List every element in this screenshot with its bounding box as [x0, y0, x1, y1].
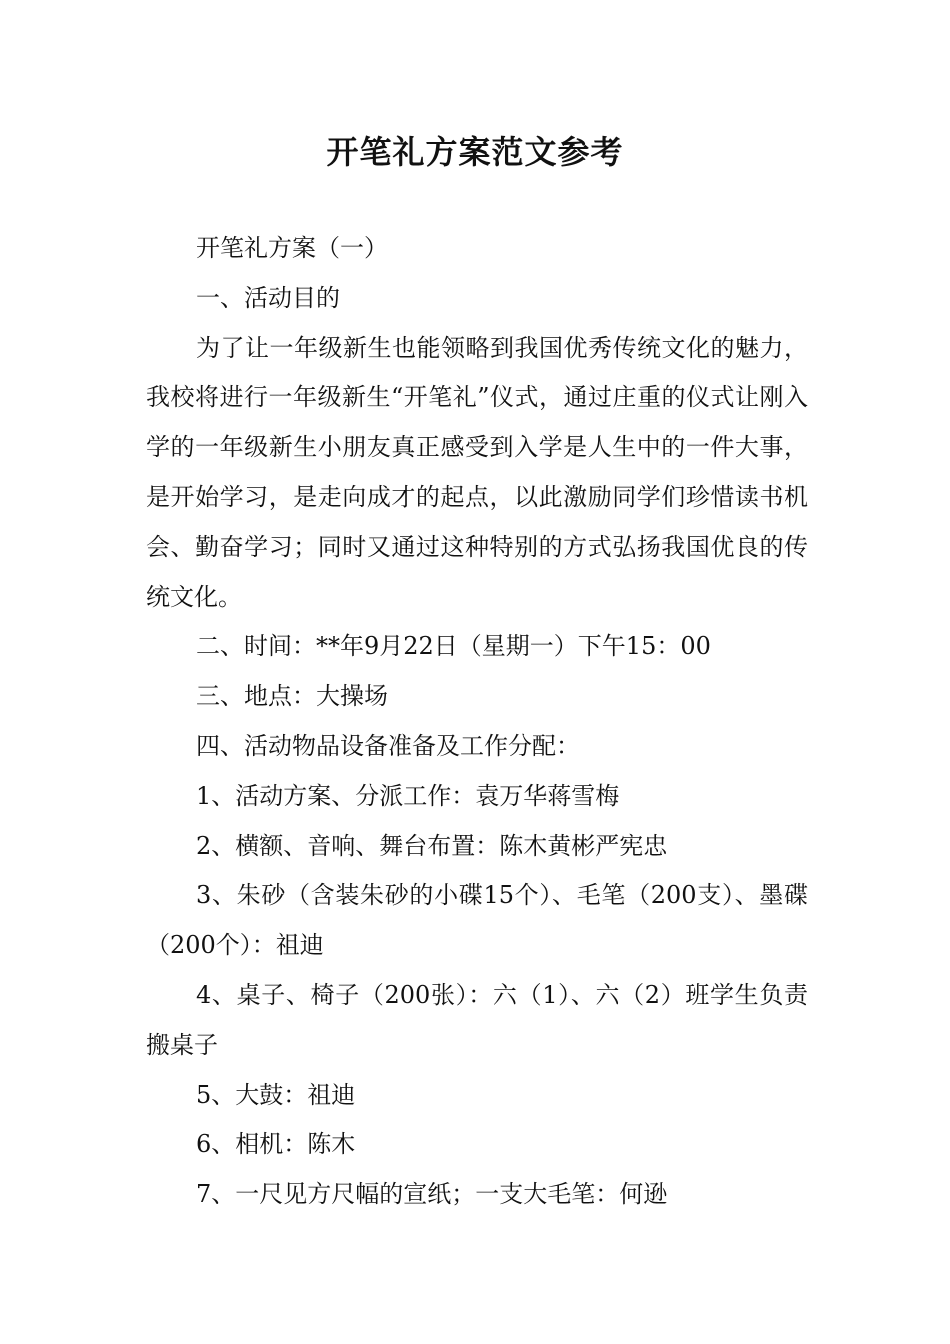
paragraph-item-7: 7、一尺见方尺幅的宣纸；一支大毛笔：何逊: [196, 1180, 668, 1209]
paragraph-section-preparation: 四、活动物品设备准备及工作分配：: [196, 731, 580, 760]
paragraph-section-purpose: 一、活动目的: [196, 283, 340, 312]
paragraph-item-6: 6、相机：陈木: [196, 1130, 356, 1159]
paragraph-item-5: 5、大鼓：祖迪: [196, 1080, 356, 1109]
paragraph-item-1: 1、活动方案、分派工作：袁万华蒋雪梅: [196, 781, 620, 810]
paragraph-plan-heading: 开笔礼方案（一）: [196, 234, 388, 262]
paragraph-location: 三、地点：大操场: [196, 682, 388, 711]
paragraph-item-3: 3、朱砂（含装朱砂的小碟15个）、毛笔（200支）、墨碟（200个）：祖迪: [146, 881, 808, 960]
document-body: [146, 224, 808, 1220]
document-title: 开笔礼方案范文参考: [326, 133, 624, 171]
paragraph-purpose-text: 为了让一年级新生也能领略到我国优秀传统文化的魅力，我校将进行一年级新生“开笔礼”仪式，通过庄重的仪式让刚入学的一年级新生小朋友真正感受到入学是人生中的一件大事，是开始学习，是走向成才的起点，以此激励同学们珍惜读书机会、勤奋学习；同时又通过这种特别的方式弘扬我国优良的传统文化。: [146, 333, 808, 611]
paragraph-time: 二、时间：**年9月22日（星期一）下午15：00: [196, 632, 711, 661]
paragraph-item-4: 4、桌子、椅子（200张）：六（1）、六（2）班学生负责搬桌子: [146, 980, 808, 1059]
paragraph-item-2: 2、横额、音响、舞台布置：陈木黄彬严宪忠: [196, 831, 668, 860]
